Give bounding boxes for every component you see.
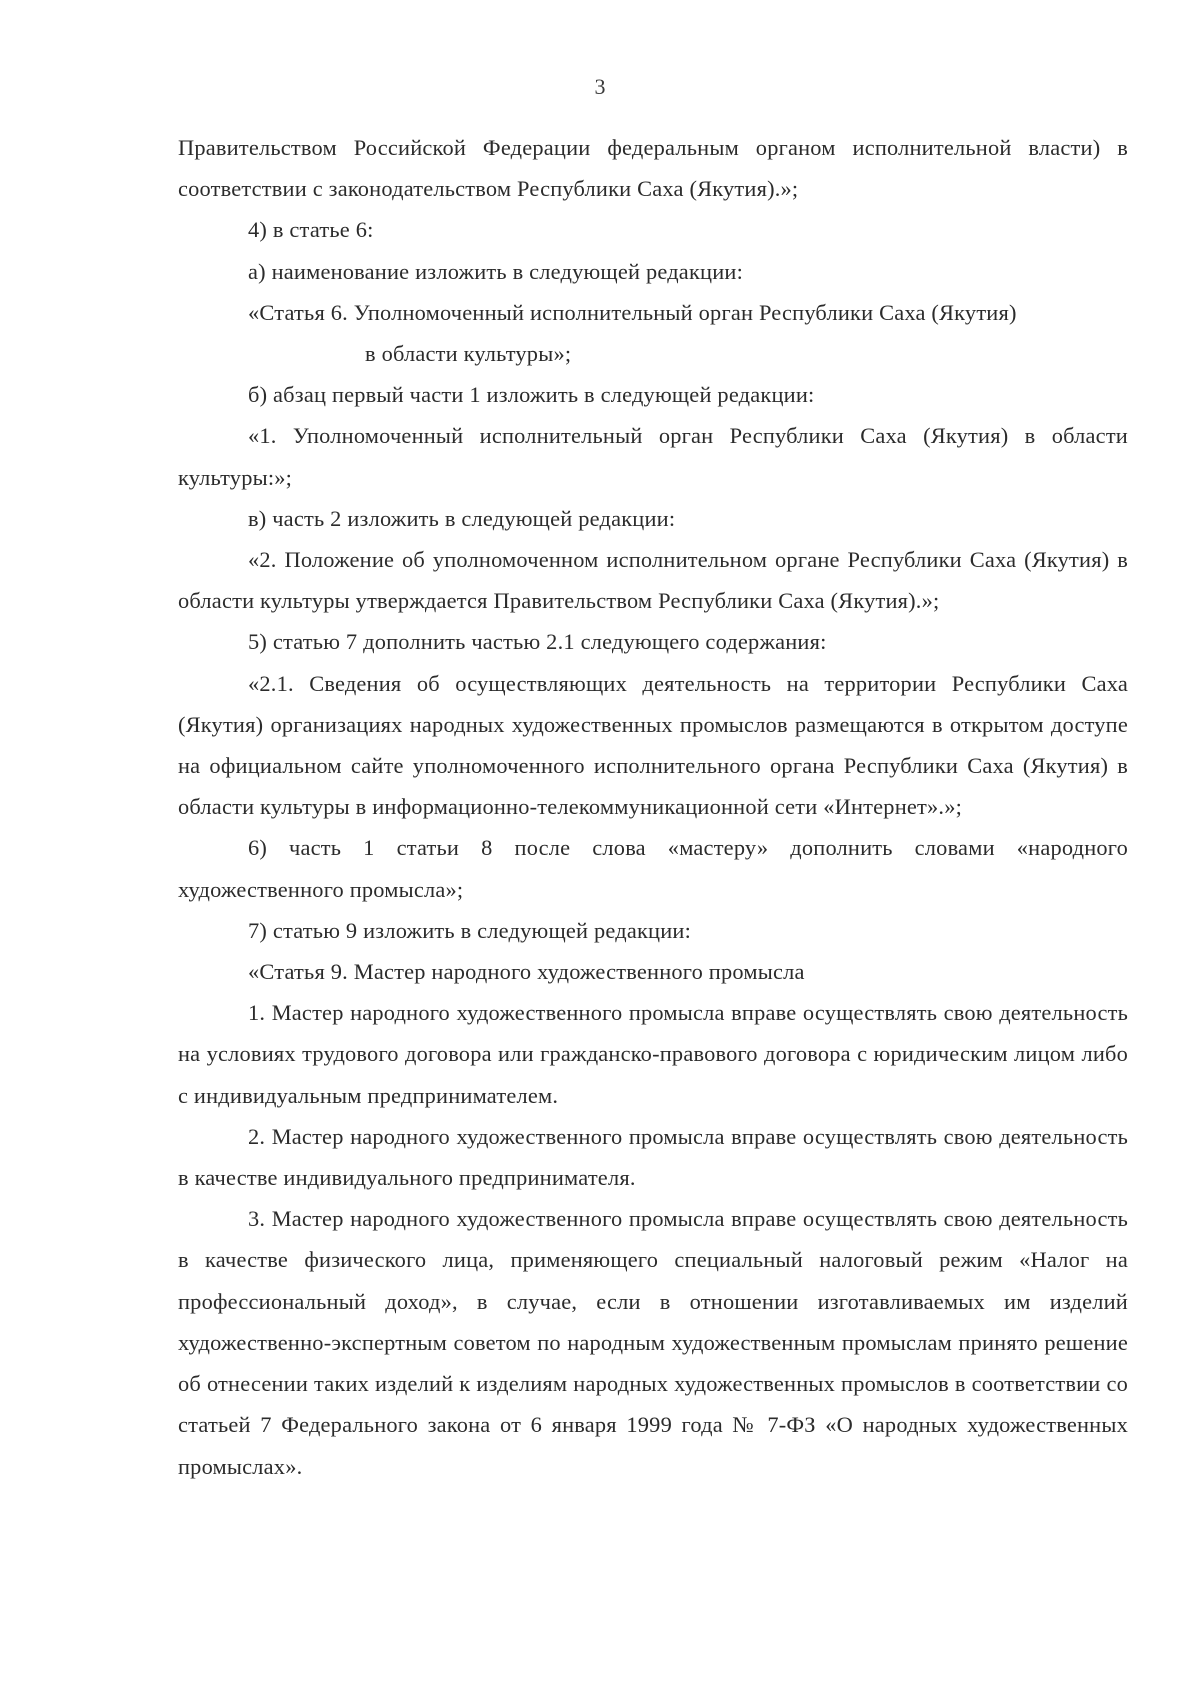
paragraph-item-5: 5) статью 7 дополнить частью 2.1 следующего содержания: (248, 629, 827, 655)
paragraph-item-6: 6) часть 1 статьи 8 после слова «мастеру» дополнить словами «народного художественного промысла»; (178, 835, 1128, 902)
document-body (178, 127, 1128, 1487)
paragraph-continuation: Правительством Российской Федерации федеральным органом исполнительной власти) в соответствии с законодательством Республики Саха (Якутия).»; (178, 135, 1128, 202)
paragraph-subitem-a: а) наименование изложить в следующей редакции: (248, 258, 743, 284)
article-9-heading: «Статья 9. Мастер народного художественного промысла (248, 959, 805, 985)
article-9-part-3: 3. Мастер народного художественного промысла вправе осуществлять свою деятельность в качестве физического лица, применяющего специальный налоговый режим «Налог на профессиональный доход», в случае, если в отношении изготавливаемых им изделий художественно-экспертным советом по народным художественным промыслам принято решение об отнесении таких изделий к изделиям народных художественных промыслов в соответствии со статьей 7 Федерального закона от 6 января 1999 года № 7-ФЗ «О народных художественных промыслах». (178, 1206, 1128, 1479)
article-6-heading-line1: «Статья 6. Уполномоченный исполнительный орган Республики Саха (Якутия) (248, 299, 1017, 325)
paragraph-quote-2-1: «2.1. Сведения об осуществляющих деятельность на территории Республики Саха (Якутия) организациях народных художественных промыслов размещаются в открытом доступе на официальном сайте уполномоченного исполнительного органа Республики Саха (Якутия) в области культуры в информационно-телекоммуникационной сети «Интернет».»; (178, 670, 1128, 820)
paragraph-subitem-b: б) абзац первый части 1 изложить в следующей редакции: (248, 382, 815, 408)
paragraph-subitem-v: в) часть 2 изложить в следующей редакции: (248, 505, 676, 531)
article-9-part-1: 1. Мастер народного художественного промысла вправе осуществлять свою деятельность на условиях трудового договора или гражданско-правового договора с юридическим лицом либо с индивидуальным предпринимателем. (178, 1000, 1128, 1108)
paragraph-quote-1: «1. Уполномоченный исполнительный орган Республики Саха (Якутия) в области культуры:»; (178, 423, 1128, 490)
article-6-heading-line2: в области культуры»; (365, 341, 572, 367)
paragraph-quote-2: «2. Положение об уполномоченном исполнительном органе Республики Саха (Якутия) в области культуры утверждается Правительством Республики Саха (Якутия).»; (178, 547, 1128, 614)
paragraph-item-4: 4) в статье 6: (248, 217, 374, 243)
page-number: 3 (594, 74, 606, 99)
article-9-part-2: 2. Мастер народного художественного промысла вправе осуществлять свою деятельность в качестве индивидуального предпринимателя. (178, 1123, 1128, 1191)
paragraph-item-7: 7) статью 9 изложить в следующей редакции: (248, 917, 692, 943)
